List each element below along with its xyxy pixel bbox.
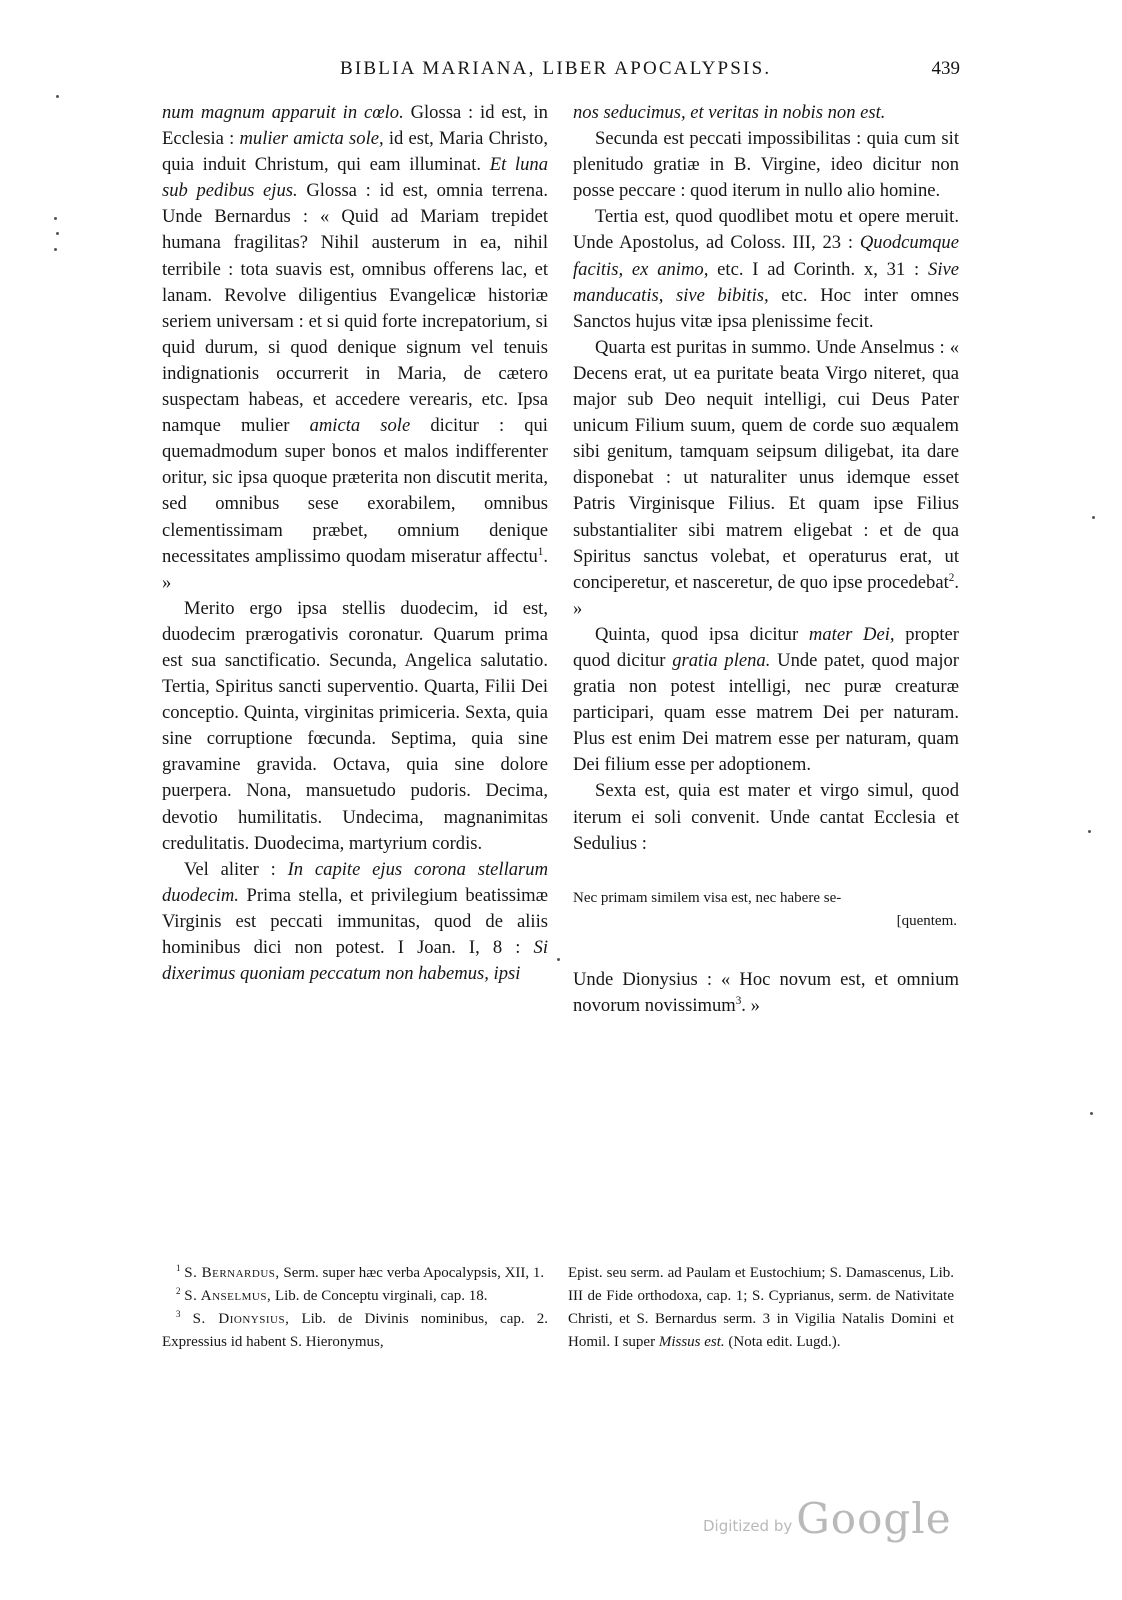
right-paragraph-3: [573, 204, 959, 334]
text: dicitur : qui quemadmodum super bonos et malos indifferenter oritur, sic ipsa quoque præterita non discutit merita, sed omnibus sese exorabilem, omnibus clementissimam præbet, omnium denique necessitates amplissimo quodam miseratur affectu: [162, 415, 548, 567]
footnote-author: S. Dionysius,: [192, 1311, 290, 1327]
footnote-number: 3: [176, 1309, 181, 1319]
italic-text: Missus est.: [658, 1334, 725, 1350]
footnote-text: (Nota edit. Lugd.).: [724, 1334, 841, 1350]
footnote-ref: 1: [537, 545, 544, 558]
running-header: [162, 58, 962, 92]
right-paragraph-2: Secunda est peccati impossibilitas : quia cum sit plenitudo gratiæ in B. Virgine, ideo dicitur non posse peccare : quod iterum in nullo alio homine.: [573, 128, 959, 202]
italic-text: Sive manducatis, sive bibitis,: [573, 258, 959, 306]
footnote-author: S. Bernardus,: [184, 1265, 280, 1281]
google-logo: Google: [796, 1494, 952, 1543]
italic-text: mulier amicta sole,: [239, 128, 384, 150]
scan-speck: [56, 95, 59, 98]
right-paragraph-7: [573, 967, 959, 1019]
text: id est, Maria Christo, quia induit Christum, qui eam illuminat.: [162, 128, 548, 176]
verse-line-continuation: [quentem.: [896, 912, 957, 929]
watermark-caption: Digitized by: [703, 1517, 793, 1535]
left-paragraph-2: Merito ergo ipsa stellis duodecim, id est, duodecim prærogativis coronatur. Quarum prima est sua sanctificatio. Secunda, Angelica salutatio. Tertia, Spiritus sancti superventio. Quarta, Filii Dei conceptio. Quinta, virginitas primiceria. Sexta, quia sine corruptione fœcunda. Septima, quia sine gravamine gravida. Octava, quia sine dolore puerpera. Nona, mansuetudo pudoris. Decima, devotio humilitatis. Undecima, magnanimitas credulitatis. Duodecima, martyrium cordis.: [162, 597, 548, 854]
footnote-text: Epist. seu serm. ad Paulam et Eustochium; S. Damascenus, Lib. III de Fide orthodoxa, cap. 1; S. Cyprianus, serm. de Nativitate Christi, et S. Bernardus serm. 3 in Vigilia Natalis Domini et Homil. I super: [568, 1265, 954, 1350]
footnote-1: [162, 1262, 548, 1285]
italic-text: num magnum apparuit in cœlo.: [162, 102, 404, 123]
footnote-3-continued: [568, 1262, 954, 1354]
footnote-text: Lib. de Divinis nominibus, cap. 2. Expressius id habent S. Hieronymus,: [162, 1311, 548, 1350]
digitized-watermark: [703, 1494, 952, 1544]
verse-line: Nec primam similem visa est, nec habere se-: [573, 889, 842, 906]
footnote-2: [162, 1285, 548, 1308]
scan-speck: [54, 248, 57, 251]
italic-text: Et luna sub pedibus ejus.: [162, 154, 548, 202]
footnote-number: 2: [176, 1286, 181, 1296]
footnote-text: Lib. de Conceptu virginali, cap. 18.: [271, 1288, 488, 1304]
italic-text: In capite ejus corona stellarum duodecim.: [162, 858, 548, 906]
text: Unde patet, quod major gratia non potest intelligi, nec puræ creaturæ participari, quam esse matrem Dei per naturam. Plus est enim Dei matrem esse per naturam, quam Dei filium esse per adoptionem.: [573, 649, 959, 776]
text: Glossa : id est, omnia terrena. Unde Bernardus : « Quid ad Mariam trepidet humana fragilitas? Nihil austerum in ea, nihil terribile : tota suavis est, omnibus offerens lac, et lanam. Revolve diligentius Evangelicæ historiæ seriem universam : et si quid forte increpatorium, si quid durum, si quod denique signum vel tenuis indignationis occurrerit in Maria, de cætero suspectam habeas, et accedere verearis, etc. Ipsa namque mulier: [162, 180, 548, 437]
footnotes-left: [162, 1262, 548, 1354]
text: Vel aliter :: [184, 858, 288, 880]
text: Unde Dionysius : « Hoc novum est, et omnium novorum novissimum: [573, 968, 959, 1016]
right-paragraph-1: [573, 100, 959, 126]
page-number: 439: [931, 58, 960, 79]
italic-text: mater Dei,: [808, 623, 895, 645]
left-paragraph-1: [162, 100, 548, 596]
left-column: [162, 100, 548, 987]
text: . »: [573, 571, 959, 619]
left-paragraph-3: [162, 857, 548, 987]
text: etc. I ad Corinth. x, 31 :: [708, 258, 929, 280]
scan-speck: [557, 958, 560, 961]
verse-quote: [573, 887, 959, 933]
scan-speck: [56, 232, 59, 235]
right-column: [573, 100, 959, 1019]
text: Glossa : id est, in Ecclesia :: [162, 102, 548, 150]
footnote-text: Serm. super hæc verba Apocalypsis, XII, 1.: [279, 1265, 545, 1281]
text: etc. Hoc inter omnes Sanctos hujus vitæ ipsa plenissime fecit.: [573, 284, 959, 332]
text: Quarta est puritas in summo. Unde Anselmus : « Decens erat, ut ea puritate beata Virgo niteret, qua major sub Deo nequit intelligi, cui Deus Pater unicum Filium suum, quem de corde suo æqualem sibi genitum, tamquam seipsum diligebat, ita dare disponebat : ut naturaliter unus idemque esset Patris Virginisque Filius. Et quam ipse Filius substantialiter sibi matrem eligebat : et de qua Spiritus sanctus volebat, et operaturus erat, ut conciperetur, et nasceretur, de quo ipse procedebat: [573, 336, 959, 593]
text: Tertia est, quod quodlibet motu et opere meruit. Unde Apostolus, ad Coloss. III, 23 :: [573, 206, 959, 254]
italic-text: nos seducimus, et veritas in nobis non est.: [573, 102, 886, 123]
italic-text: Si dixerimus quoniam peccatum non habemus, ipsi: [162, 937, 548, 985]
scan-speck: [1092, 516, 1095, 519]
right-paragraph-5: [573, 622, 959, 779]
text: propter quod dicitur: [573, 623, 959, 671]
italic-text: Quodcumque facitis, ex animo,: [573, 232, 959, 280]
right-paragraph-4: [573, 335, 959, 622]
scan-speck: [1090, 1112, 1093, 1115]
text: Quinta, quod ipsa dicitur: [595, 623, 809, 645]
footnote-ref: 2: [948, 571, 955, 584]
footnote-author: S. Anselmus,: [184, 1288, 272, 1304]
italic-text: gratia plena.: [672, 649, 771, 671]
running-title: BIBLIA MARIANA, LIBER APOCALYPSIS.: [340, 58, 772, 79]
text: . »: [162, 545, 548, 593]
footnote-3: [162, 1308, 548, 1354]
scan-speck: [54, 217, 57, 220]
footnote-number: 1: [176, 1263, 181, 1273]
text: Prima stella, et privilegium beatissimæ Virginis est peccati immunitas, quod de aliis hominibus dici non potest. I Joan. I, 8 :: [162, 884, 548, 958]
right-paragraph-6: Sexta est, quia est mater et virgo simul, quod iterum ei soli convenit. Unde cantat Ecclesia et Sedulius :: [573, 780, 959, 854]
text: . »: [741, 994, 760, 1016]
footnotes-right: [568, 1262, 954, 1354]
footnote-ref: 3: [735, 994, 742, 1007]
scan-speck: [1088, 830, 1091, 833]
italic-text: amicta sole: [309, 415, 411, 437]
